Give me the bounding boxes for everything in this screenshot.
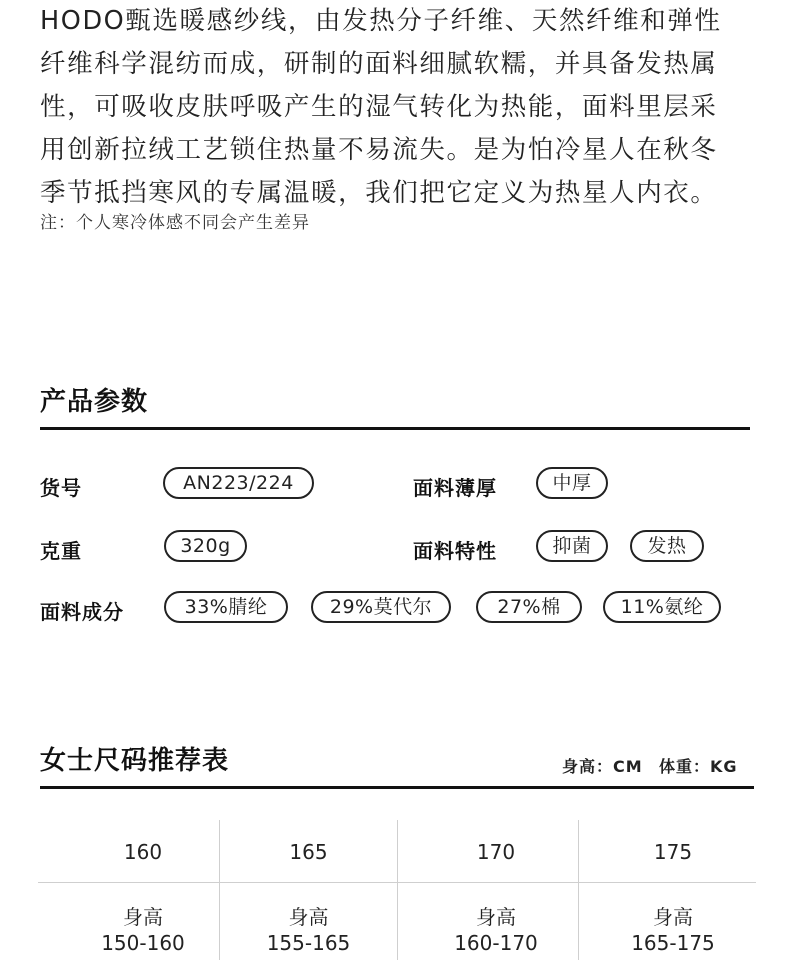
intro-paragraph — [40, 0, 760, 215]
height-label: 身高 — [288, 905, 329, 929]
height-range: 155-165 — [266, 931, 351, 955]
item-no-pill: AN223/224 — [163, 467, 314, 499]
params-divider — [40, 427, 750, 430]
height-label: 身高 — [123, 905, 163, 929]
intro-note: 注：个人寒冷体感不同会产生差异 — [40, 213, 310, 233]
composition-pill: 29%莫代尔 — [311, 591, 451, 623]
height-label: 身高 — [653, 905, 693, 929]
feature-pill-heating: 发热 — [630, 530, 704, 562]
intro-line: 性，可吸收皮肤呼吸产生的湿气转化为热能，面料里层采 — [40, 92, 718, 122]
feature-label: 面料特性 — [413, 539, 497, 563]
size-value: 175 — [653, 840, 693, 864]
size-column-165 — [220, 820, 397, 960]
size-table — [38, 820, 756, 960]
item-no-label: 货号 — [40, 476, 82, 500]
thickness-pill: 中厚 — [536, 467, 608, 499]
size-column-160 — [68, 820, 218, 960]
height-range: 165-175 — [631, 931, 715, 955]
composition-pill: 27%棉 — [476, 591, 582, 623]
unit-height: 身高：CM — [562, 757, 643, 776]
intro-line: HODO甄选暖感纱线，由发热分子纤维、天然纤维和弹性 — [40, 6, 722, 36]
intro-line: 纤维科学混纺而成，研制的面料细腻软糯，并具备发热属 — [40, 49, 718, 79]
intro-line: 用创新拉绒工艺锁住热量不易流失。是为怕冷星人在秋冬 — [40, 135, 718, 165]
size-column-175 — [583, 820, 763, 960]
composition-pill: 11%氨纶 — [603, 591, 721, 623]
params-title: 产品参数 — [40, 387, 149, 417]
composition-label: 面料成分 — [40, 600, 124, 624]
size-value: 160 — [123, 840, 163, 864]
height-range: 150-160 — [101, 931, 185, 955]
size-chart-title: 女士尺码推荐表 — [40, 746, 230, 776]
size-chart-divider — [40, 786, 754, 789]
composition-pill: 33%腈纶 — [164, 591, 288, 623]
weight-pill: 320g — [164, 530, 247, 562]
thickness-label: 面料薄厚 — [413, 476, 497, 500]
size-value: 165 — [289, 840, 328, 864]
size-value: 170 — [476, 840, 516, 864]
feature-pill-antibacterial: 抑菌 — [536, 530, 608, 562]
weight-label: 克重 — [40, 539, 82, 563]
unit-weight: 体重：KG — [659, 757, 738, 776]
size-column-170 — [406, 820, 586, 960]
size-table-col-divider — [397, 820, 398, 960]
intro-line: 季节抵挡寒风的专属温暖，我们把它定义为热星人内衣。 — [40, 178, 718, 208]
height-label: 身高 — [476, 905, 516, 929]
height-range: 160-170 — [454, 931, 538, 955]
